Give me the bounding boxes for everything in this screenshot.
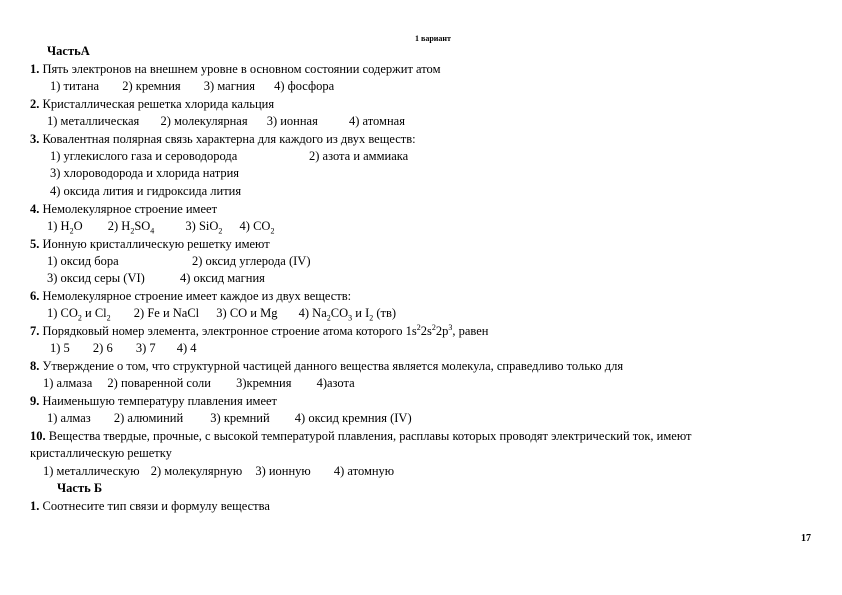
- question-number: 3.: [30, 132, 40, 146]
- part-a-title: ЧастьА: [47, 44, 90, 58]
- question-10-options: [43, 463, 394, 480]
- question-text: Соотнесите тип связи и формулу вещества: [42, 499, 270, 513]
- question-1: [30, 61, 440, 78]
- question-4-options: [47, 218, 274, 235]
- question-text: Пять электронов на внешнем уровне в основном состоянии содержит атом: [42, 62, 441, 76]
- question-number: 2.: [30, 97, 40, 111]
- question-7: [30, 323, 488, 340]
- question-text: Утверждение о том, что структурной частицей данного вещества является молекула, справедливо только для: [42, 359, 624, 373]
- variant-heading: 1 вариант: [415, 34, 451, 43]
- question-5-option-2: 2) оксид углерода (IV): [192, 254, 311, 268]
- question-number: 8.: [30, 359, 40, 373]
- question-2: [30, 96, 274, 113]
- option-formula: 3) CO и Mg: [216, 306, 278, 320]
- option: 4) атомную: [333, 464, 395, 478]
- question-6: [30, 288, 351, 305]
- option: 4) оксид кремния (IV): [294, 411, 412, 425]
- part-b-title: Часть Б: [57, 481, 103, 495]
- option: 2) 6: [92, 341, 113, 355]
- question-5-option-3: 3) оксид серы (VI): [47, 271, 145, 285]
- question-number: 6.: [30, 289, 40, 303]
- option: 1) титана: [50, 79, 100, 93]
- question-7-options: [50, 340, 197, 357]
- question-text: Вещества твердые, прочные, с высокой температурой плавления, расплавы которых проводят электрический ток, имеют: [48, 429, 692, 443]
- question-5: [30, 236, 270, 253]
- question-number: 1.: [30, 499, 40, 513]
- question-text: Ковалентная полярная связь характерна для каждого из двух веществ:: [42, 132, 416, 146]
- question-8: [30, 358, 623, 375]
- question-2-options: [47, 113, 405, 130]
- question-5-option-1: 1) оксид бора: [47, 254, 119, 268]
- question-8-options: [43, 375, 355, 392]
- option: 3)кремния: [236, 376, 292, 390]
- page-number: 17: [801, 533, 811, 544]
- question-text: Порядковый номер элемента, электронное строение атома которого $1s^22s^22p^3$, равен: [42, 322, 489, 338]
- option: 3) 7: [135, 341, 156, 355]
- question-number: 10.: [30, 429, 46, 443]
- option: 1) алмаз: [47, 411, 91, 425]
- option: 4) фосфора: [274, 79, 335, 93]
- question-4: [30, 201, 217, 218]
- question-text: Ионную кристаллическую решетку имеют: [42, 237, 270, 251]
- question-3-option-3: 3) хлороводорода и хлорида натрия: [50, 166, 240, 180]
- option: 3) кремний: [210, 411, 270, 425]
- question-text: Кристаллическая решетка хлорида кальция: [42, 97, 275, 111]
- option-formula: 2) $H_2SO_4$: [107, 219, 155, 236]
- option: 1) металлическую: [43, 464, 140, 478]
- option: 3) магния: [203, 79, 255, 93]
- option: 2) молекулярная: [160, 114, 248, 128]
- question-number: 7.: [30, 324, 40, 338]
- question-number: 9.: [30, 394, 40, 408]
- option-formula: 1) $CO_2$ и $Cl_2$: [47, 306, 111, 323]
- option: 4) атомная: [348, 114, 405, 128]
- option-formula: 1) $H_2O$: [47, 219, 83, 236]
- question-3: [30, 131, 416, 148]
- question-text: Немолекулярное строение имеет: [42, 202, 218, 216]
- question-text: Наименьшую температуру плавления имеет: [42, 394, 278, 408]
- option: 1) металлическая: [47, 114, 140, 128]
- question-9: [30, 393, 277, 410]
- question-number: 4.: [30, 202, 40, 216]
- option: 1) алмаза: [43, 376, 93, 390]
- option-formula: 4) $CO_2$: [239, 219, 275, 236]
- question-5-option-4: 4) оксид магния: [180, 271, 265, 285]
- option-formula: 2) Fe и NaCl: [133, 306, 200, 320]
- option: 1) 5: [50, 341, 70, 355]
- question-6-options: [47, 305, 396, 322]
- question-3-option-4: 4) оксида лития и гидроксида лития: [50, 184, 242, 198]
- question-1-options: [50, 78, 334, 95]
- option: 2) алюминий: [113, 411, 184, 425]
- option: 4)азота: [316, 376, 355, 390]
- question-3-option-2: 2) азота и аммиака: [309, 149, 409, 163]
- question-number: 5.: [30, 237, 40, 251]
- option: 4) 4: [176, 341, 197, 355]
- option: 2) поваренной соли: [107, 376, 211, 390]
- option-formula: 3) SiO$_2$: [185, 219, 223, 236]
- option: 2) кремния: [122, 79, 181, 93]
- question-10: [30, 428, 691, 445]
- question-number: 1.: [30, 62, 40, 76]
- option: 2) молекулярную: [150, 464, 243, 478]
- option: 3) ионная: [266, 114, 318, 128]
- option-formula: 4) $Na_2CO_3$ и $I_2$ (тв): [298, 306, 397, 323]
- question-text: Немолекулярное строение имеет каждое из двух веществ:: [42, 289, 352, 303]
- part-b-question-1: [30, 498, 270, 515]
- option: 3) ионную: [255, 464, 311, 478]
- question-3-option-1: 1) углекислого газа и сероводорода: [50, 149, 238, 163]
- question-9-options: [47, 410, 412, 427]
- question-10-text-cont: кристаллическую решетку: [30, 446, 172, 460]
